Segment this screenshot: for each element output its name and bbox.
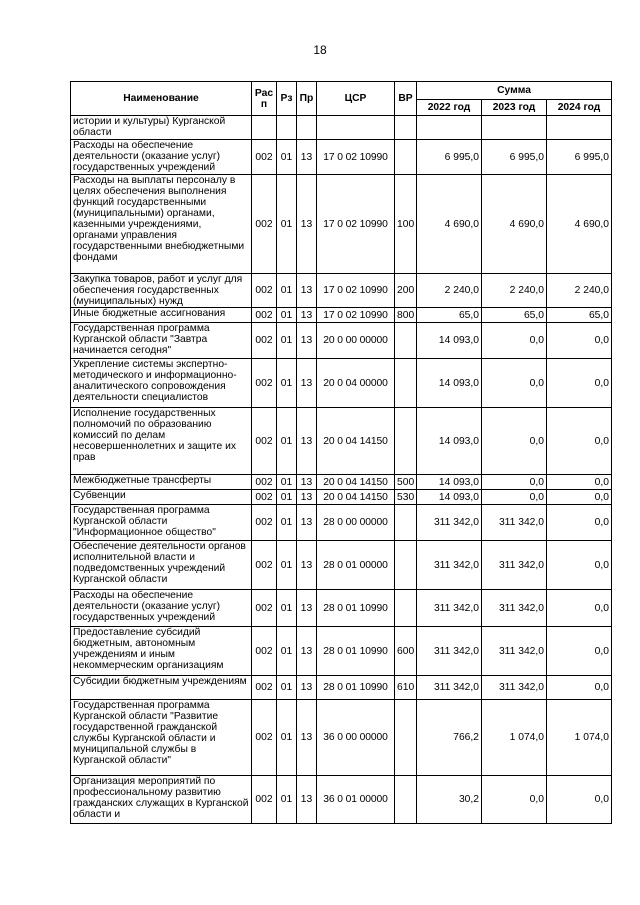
table-row bbox=[71, 140, 612, 175]
header-pr: Пр bbox=[297, 82, 317, 116]
cell-amount-2023: 0,0 bbox=[482, 490, 547, 505]
cell-rz: 01 bbox=[277, 776, 297, 824]
cell-amount-2022: 30,2 bbox=[417, 776, 482, 824]
cell-amount-2023: 0,0 bbox=[482, 359, 547, 408]
cell-csr: 20 0 04 14150 bbox=[317, 408, 395, 475]
cell-amount-2022: 311 342,0 bbox=[417, 541, 482, 590]
cell-pr: 13 bbox=[297, 490, 317, 505]
cell-csr: 28 0 01 00000 bbox=[317, 541, 395, 590]
cell-amount-2024: 0,0 bbox=[547, 676, 612, 700]
cell-amount-2023: 311 342,0 bbox=[482, 676, 547, 700]
cell-pr: 13 bbox=[297, 140, 317, 175]
cell-amount-2023: 311 342,0 bbox=[482, 505, 547, 541]
cell-name: Обеспечение деятельности органов исполнительной власти и подведомственных учреждений Курганской области bbox=[71, 541, 252, 590]
cell-rz bbox=[277, 116, 297, 140]
table-row bbox=[71, 116, 612, 140]
cell-vr: 500 bbox=[395, 475, 417, 490]
cell-rz: 01 bbox=[277, 541, 297, 590]
cell-csr: 28 0 01 10990 bbox=[317, 590, 395, 627]
cell-amount-2024: 0,0 bbox=[547, 408, 612, 475]
header-year-2022: 2022 год bbox=[417, 100, 482, 116]
cell-rz: 01 bbox=[277, 475, 297, 490]
cell-rz: 01 bbox=[277, 140, 297, 175]
cell-vr: 200 bbox=[395, 274, 417, 308]
table-row bbox=[71, 676, 612, 700]
cell-amount-2024: 4 690,0 bbox=[547, 175, 612, 274]
budget-table bbox=[70, 81, 612, 824]
cell-vr bbox=[395, 505, 417, 541]
cell-name: Расходы на обеспечение деятельности (оказание услуг) государственных учреждений bbox=[71, 140, 252, 175]
cell-vr bbox=[395, 140, 417, 175]
cell-rz: 01 bbox=[277, 700, 297, 776]
cell-name: Расходы на обеспечение деятельности (оказание услуг) государственных учреждений bbox=[71, 590, 252, 627]
cell-amount-2022: 311 342,0 bbox=[417, 590, 482, 627]
cell-ras: 002 bbox=[252, 627, 277, 676]
cell-name: Межбюджетные трансферты bbox=[71, 475, 252, 490]
cell-csr: 20 0 00 00000 bbox=[317, 323, 395, 359]
cell-rz: 01 bbox=[277, 627, 297, 676]
cell-ras: 002 bbox=[252, 408, 277, 475]
cell-amount-2022: 311 342,0 bbox=[417, 676, 482, 700]
cell-amount-2023: 0,0 bbox=[482, 475, 547, 490]
cell-amount-2024: 1 074,0 bbox=[547, 700, 612, 776]
cell-amount-2023: 311 342,0 bbox=[482, 590, 547, 627]
cell-ras: 002 bbox=[252, 505, 277, 541]
cell-rz: 01 bbox=[277, 676, 297, 700]
cell-ras: 002 bbox=[252, 776, 277, 824]
cell-pr bbox=[297, 116, 317, 140]
table-body bbox=[71, 116, 612, 824]
cell-amount-2022: 311 342,0 bbox=[417, 505, 482, 541]
cell-rz: 01 bbox=[277, 408, 297, 475]
cell-pr: 13 bbox=[297, 541, 317, 590]
cell-ras: 002 bbox=[252, 700, 277, 776]
cell-vr: 800 bbox=[395, 308, 417, 323]
cell-rz: 01 bbox=[277, 323, 297, 359]
cell-amount-2024: 65,0 bbox=[547, 308, 612, 323]
cell-amount-2024: 2 240,0 bbox=[547, 274, 612, 308]
cell-amount-2023: 0,0 bbox=[482, 408, 547, 475]
cell-name: Предоставление субсидий бюджетным, автономным учреждениям и иным некоммерческим организациям bbox=[71, 627, 252, 676]
cell-rz: 01 bbox=[277, 590, 297, 627]
cell-name: Укрепление системы экспертно-методического и информационно-аналитического сопровождения деятельности специалистов bbox=[71, 359, 252, 408]
cell-name: истории и культуры) Курганской области bbox=[71, 116, 252, 140]
header-ras: Рас п bbox=[252, 82, 277, 116]
cell-ras: 002 bbox=[252, 274, 277, 308]
cell-pr: 13 bbox=[297, 359, 317, 408]
cell-vr bbox=[395, 408, 417, 475]
cell-csr: 28 0 00 00000 bbox=[317, 505, 395, 541]
cell-name: Организация мероприятий по профессиональному развитию гражданских служащих в Курганской области и bbox=[71, 776, 252, 824]
header-vr: ВР bbox=[395, 82, 417, 116]
header-name: Наименование bbox=[71, 82, 252, 116]
cell-amount-2023: 4 690,0 bbox=[482, 175, 547, 274]
cell-vr: 100 bbox=[395, 175, 417, 274]
cell-amount-2024: 0,0 bbox=[547, 776, 612, 824]
cell-amount-2022: 14 093,0 bbox=[417, 359, 482, 408]
cell-ras: 002 bbox=[252, 359, 277, 408]
cell-pr: 13 bbox=[297, 627, 317, 676]
cell-csr: 20 0 04 00000 bbox=[317, 359, 395, 408]
cell-ras: 002 bbox=[252, 676, 277, 700]
cell-name: Закупка товаров, работ и услуг для обеспечения государственных (муниципальных) нужд bbox=[71, 274, 252, 308]
cell-name: Исполнение государственных полномочий по образованию комиссий по делам несовершеннолетних и защите их прав bbox=[71, 408, 252, 475]
table-row bbox=[71, 627, 612, 676]
cell-amount-2024: 0,0 bbox=[547, 541, 612, 590]
cell-name: Государственная программа Курганской области "Развитие государственной гражданской службы Курганской области и муниципальной службы в Курганской области" bbox=[71, 700, 252, 776]
cell-csr: 36 0 00 00000 bbox=[317, 700, 395, 776]
cell-ras: 002 bbox=[252, 308, 277, 323]
cell-vr bbox=[395, 590, 417, 627]
table-row bbox=[71, 776, 612, 824]
cell-pr: 13 bbox=[297, 274, 317, 308]
cell-rz: 01 bbox=[277, 175, 297, 274]
cell-vr bbox=[395, 323, 417, 359]
header-year-2023: 2023 год bbox=[482, 100, 547, 116]
cell-amount-2023: 0,0 bbox=[482, 323, 547, 359]
cell-pr: 13 bbox=[297, 408, 317, 475]
header-row-top bbox=[71, 82, 612, 100]
cell-rz: 01 bbox=[277, 359, 297, 408]
cell-amount-2024: 0,0 bbox=[547, 627, 612, 676]
cell-amount-2022: 2 240,0 bbox=[417, 274, 482, 308]
cell-amount-2023: 1 074,0 bbox=[482, 700, 547, 776]
cell-amount-2024: 0,0 bbox=[547, 475, 612, 490]
cell-amount-2023: 0,0 bbox=[482, 776, 547, 824]
cell-name: Государственная программа Курганской области "Информационное общество" bbox=[71, 505, 252, 541]
cell-vr bbox=[395, 541, 417, 590]
cell-amount-2023: 2 240,0 bbox=[482, 274, 547, 308]
cell-name: Субвенции bbox=[71, 490, 252, 505]
cell-csr bbox=[317, 116, 395, 140]
cell-amount-2023: 65,0 bbox=[482, 308, 547, 323]
cell-rz: 01 bbox=[277, 274, 297, 308]
header-rz: Рз bbox=[277, 82, 297, 116]
cell-rz: 01 bbox=[277, 505, 297, 541]
cell-pr: 13 bbox=[297, 676, 317, 700]
cell-ras: 002 bbox=[252, 490, 277, 505]
cell-ras: 002 bbox=[252, 475, 277, 490]
page-number: 18 bbox=[313, 43, 327, 57]
table-row bbox=[71, 175, 612, 274]
cell-csr: 28 0 01 10990 bbox=[317, 676, 395, 700]
cell-pr: 13 bbox=[297, 323, 317, 359]
table-row bbox=[71, 505, 612, 541]
table-row bbox=[71, 590, 612, 627]
cell-pr: 13 bbox=[297, 475, 317, 490]
cell-amount-2024: 0,0 bbox=[547, 323, 612, 359]
cell-amount-2022: 14 093,0 bbox=[417, 323, 482, 359]
cell-amount-2022: 65,0 bbox=[417, 308, 482, 323]
cell-vr bbox=[395, 116, 417, 140]
cell-name: Государственная программа Курганской области "Завтра начинается сегодня" bbox=[71, 323, 252, 359]
cell-rz: 01 bbox=[277, 490, 297, 505]
table-row bbox=[71, 408, 612, 475]
cell-csr: 20 0 04 14150 bbox=[317, 475, 395, 490]
cell-csr: 17 0 02 10990 bbox=[317, 308, 395, 323]
header-sum: Сумма bbox=[417, 82, 612, 100]
cell-amount-2023: 311 342,0 bbox=[482, 627, 547, 676]
cell-ras bbox=[252, 116, 277, 140]
cell-csr: 17 0 02 10990 bbox=[317, 140, 395, 175]
cell-name: Расходы на выплаты персоналу в целях обеспечения выполнения функций государственными (муниципальными) органами, казенными учреждениями, органами управления государственными внебюджетными фондами bbox=[71, 175, 252, 274]
cell-csr: 20 0 04 14150 bbox=[317, 490, 395, 505]
cell-amount-2022: 14 093,0 bbox=[417, 408, 482, 475]
header-csr: ЦСР bbox=[317, 82, 395, 116]
cell-pr: 13 bbox=[297, 308, 317, 323]
cell-amount-2022: 766,2 bbox=[417, 700, 482, 776]
table-row bbox=[71, 700, 612, 776]
cell-vr bbox=[395, 359, 417, 408]
table-row bbox=[71, 359, 612, 408]
cell-amount-2022: 4 690,0 bbox=[417, 175, 482, 274]
cell-pr: 13 bbox=[297, 700, 317, 776]
cell-amount-2024: 6 995,0 bbox=[547, 140, 612, 175]
table-row bbox=[71, 308, 612, 323]
cell-amount-2022: 6 995,0 bbox=[417, 140, 482, 175]
cell-pr: 13 bbox=[297, 175, 317, 274]
cell-amount-2024: 0,0 bbox=[547, 590, 612, 627]
cell-csr: 17 0 02 10990 bbox=[317, 274, 395, 308]
cell-csr: 36 0 01 00000 bbox=[317, 776, 395, 824]
cell-amount-2023: 6 995,0 bbox=[482, 140, 547, 175]
cell-csr: 28 0 01 10990 bbox=[317, 627, 395, 676]
cell-amount-2024: 0,0 bbox=[547, 359, 612, 408]
cell-pr: 13 bbox=[297, 505, 317, 541]
table-row bbox=[71, 475, 612, 490]
cell-amount-2024 bbox=[547, 116, 612, 140]
table-row bbox=[71, 490, 612, 505]
cell-ras: 002 bbox=[252, 323, 277, 359]
cell-name: Субсидии бюджетным учреждениям bbox=[71, 676, 252, 700]
cell-ras: 002 bbox=[252, 175, 277, 274]
table-row bbox=[71, 323, 612, 359]
cell-pr: 13 bbox=[297, 590, 317, 627]
cell-vr: 530 bbox=[395, 490, 417, 505]
cell-vr: 600 bbox=[395, 627, 417, 676]
cell-csr: 17 0 02 10990 bbox=[317, 175, 395, 274]
header-year-2024: 2024 год bbox=[547, 100, 612, 116]
cell-vr: 610 bbox=[395, 676, 417, 700]
cell-ras: 002 bbox=[252, 590, 277, 627]
cell-amount-2022: 14 093,0 bbox=[417, 475, 482, 490]
cell-vr bbox=[395, 700, 417, 776]
cell-pr: 13 bbox=[297, 776, 317, 824]
cell-vr bbox=[395, 776, 417, 824]
cell-amount-2022: 14 093,0 bbox=[417, 490, 482, 505]
cell-amount-2022: 311 342,0 bbox=[417, 627, 482, 676]
cell-amount-2024: 0,0 bbox=[547, 505, 612, 541]
cell-amount-2023: 311 342,0 bbox=[482, 541, 547, 590]
cell-amount-2024: 0,0 bbox=[547, 490, 612, 505]
cell-name: Иные бюджетные ассигнования bbox=[71, 308, 252, 323]
cell-amount-2023 bbox=[482, 116, 547, 140]
cell-rz: 01 bbox=[277, 308, 297, 323]
cell-ras: 002 bbox=[252, 541, 277, 590]
cell-ras: 002 bbox=[252, 140, 277, 175]
table-row bbox=[71, 274, 612, 308]
cell-amount-2022 bbox=[417, 116, 482, 140]
table-row bbox=[71, 541, 612, 590]
